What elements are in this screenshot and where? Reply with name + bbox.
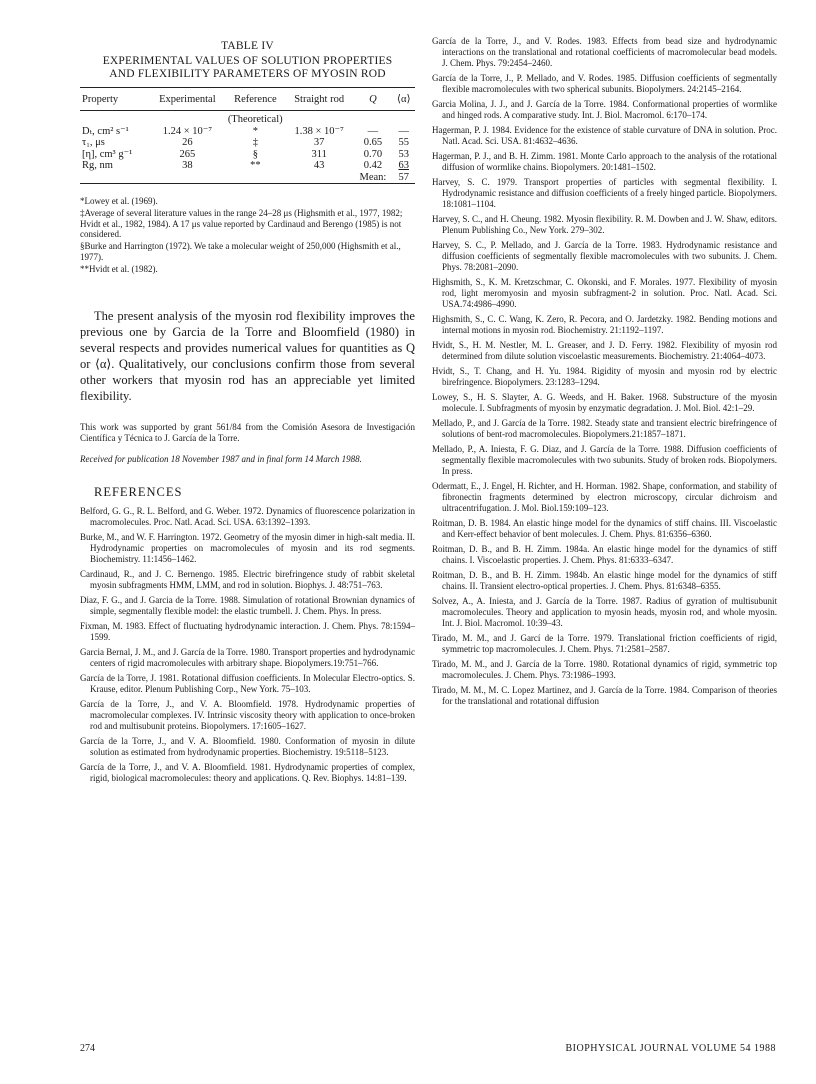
cell-alpha: 53	[398, 148, 409, 160]
cell-experimental: 1.24 × 10⁻⁷	[162, 125, 212, 137]
table-number: TABLE IV	[221, 40, 274, 52]
header-q: Q	[353, 88, 392, 111]
received-date: Received for publication 18 November 1987 and in final form 14 March 1988.	[80, 454, 362, 464]
header-experimental: Experimental	[149, 88, 226, 111]
reference-item: Tirado, M. M., M. C. Lopez Martinez, and J. García de la Torre. 1984. Comparison of theories for the translational and rotational diffusion	[432, 685, 777, 706]
reference-item: Garcia Bernal, J. M., and J. García de la Torre. 1980. Transport properties and hydrodynamic centers of rigid macromolecules with arbitrary shape. Biopolymers.19:751–766.	[80, 647, 415, 668]
theoretical-row	[80, 111, 415, 126]
header-straight-rod: Straight rod	[285, 88, 353, 111]
cell-experimental: 26	[182, 137, 193, 148]
table-caption	[80, 40, 415, 81]
cell-property: Dₜ, cm² s⁻¹	[82, 125, 129, 137]
cell-property: τ₁, μs	[82, 137, 105, 148]
footnote: *Lowey et al. (1969).	[80, 196, 158, 206]
reference-item: Fixman, M. 1983. Effect of fluctuating hydrodynamic interaction. J. Chem. Phys. 78:1594–1599.	[80, 621, 415, 642]
reference-item: García de la Torre, J., and V. A. Bloomfield. 1981. Hydrodynamic properties of complex, rigid, biological macromolecules: theory and applications. Q. Rev. Biophys. 14:81–139.	[80, 762, 415, 783]
body-paragraph: The present analysis of the myosin rod flexibility improves the previous one by Garcia de la Torre and Bloomfield (1980) in several respects and provides numerical values for quantities as Q or ⟨α⟩. Qualitatively, our conclusions confirm those from several other workers that myosin rod has an appreciable yet limited flexibility.	[80, 309, 415, 403]
cell-alpha: 63	[398, 160, 409, 171]
header-alpha: ⟨α⟩	[392, 88, 415, 111]
acknowledgement	[80, 422, 415, 444]
cell-reference: **	[250, 160, 261, 171]
reference-item: Garcia Molina, J. J., and J. García de la Torre. 1984. Conformational properties of wormlike and hinged rods. A comparative study. Int. J. Biol. Macromol. 6:170–174.	[432, 99, 777, 120]
reference-item: Hvidt, S., T. Chang, and H. Yu. 1984. Rigidity of myosin and myosin rod by electric birefringence. Biopolymers. 23:1283–1294.	[432, 366, 777, 387]
reference-item: Hagerman, P. J. 1984. Evidence for the existence of stable curvature of DNA in solution. Proc. Natl. Acad. Sci. USA. 81:4632–4636.	[432, 125, 777, 146]
cell-property: Rg, nm	[82, 160, 113, 171]
reference-item: Belford, G. G., R. L. Belford, and G. Weber. 1972. Dynamics of fluorescence polarization in macromolecules. Proc. Natl. Acad. Sci. USA. 63:1392–1393.	[80, 506, 415, 527]
cell-straight-rod: 1.38 × 10⁻⁷	[294, 125, 344, 137]
cell-property: [η], cm³ g⁻¹	[82, 148, 133, 160]
footnote: §Burke and Harrington (1972). We take a molecular weight of 250,000 (Highsmith et al., 1977).	[80, 241, 401, 262]
reference-item: García de la Torre, J., and V. Rodes. 1983. Effects from bead size and hydrodynamic interactions on the translational and rotational coefficients of macromolecular bead models. J. Chem. Phys. 79:2454–2460.	[432, 36, 777, 68]
header-reference: Reference	[226, 88, 285, 111]
table-footnotes	[80, 196, 415, 274]
reference-item: Solvez, A., A. Iniesta, and J. García de la Torre. 1987. Radius of gyration of multisubunit macromolecules. Theory and application to myosin heads, myosin rod, and whole myosin. Int. J. Biol. Macromol. 10:39–43.	[432, 596, 777, 628]
reference-item: Harvey, S. C. 1979. Transport properties of particles with segmental flexibility. I. Hydrodynamic resistance and diffusion coefficients of a freely hinged particle. Biopolymers. 18:1081–1104.	[432, 177, 777, 209]
table-row	[80, 149, 415, 161]
table-title-line-1: EXPERIMENTAL VALUES OF SOLUTION PROPERTIES	[102, 55, 393, 67]
reference-item: Tirado, M. M., and J. García de la Torre. 1980. Rotational dynamics of rigid, symmetric top macromolecules. J. Chem. Phys. 73:1986–1993.	[432, 659, 777, 680]
acknowledgement-text: This work was supported by grant 561/84 from the Comisión Asesora de Investigación Científica y Técnica to J. García de la Torre.	[80, 422, 415, 443]
table-row	[80, 160, 415, 172]
page-number: 274	[80, 1043, 95, 1054]
table-title-line-2: AND FLEXIBILITY PARAMETERS OF MYOSIN ROD	[109, 68, 386, 80]
reference-item: Harvey, S. C., P. Mellado, and J. García de la Torre. 1983. Hydrodynamic resistance and diffusion coefficients of segmentally flexible macromolecules with two subunits. J. Chem. Phys. 78:2081–2090.	[432, 240, 777, 272]
references-list-left	[80, 506, 415, 784]
table-header-row	[80, 88, 415, 111]
cell-straight-rod: 43	[313, 160, 325, 171]
mean-value: 57	[392, 172, 415, 184]
cell-alpha: —	[398, 125, 409, 137]
reference-item: García de la Torre, J., and V. A. Bloomfield. 1978. Hydrodynamic properties of macromolecular complexes. IV. Intrinsic viscosity theory with application to once-broken rod and multisubunit proteins. Biopolymers. 17:1605–1627.	[80, 699, 415, 731]
reference-item: Roitman, D. B., and B. H. Zimm. 1984a. An elastic hinge model for the dynamics of stiff chains. I. Viscoelastic properties. J. Chem. Phys. 81:6333–6347.	[432, 544, 777, 565]
footnote: ‡Average of several literature values in the range 24–28 μs (Highsmith et al., 1977, 1982; Hvidt et al., 1982, 1984). A 17 μs value reported by Cardinaud and Berengo (1985) is not considered.	[80, 208, 403, 239]
reference-item: Cardinaud, R., and J. C. Bernengo. 1985. Electric birefringence study of rabbit skeletal myosin subfragments HMM, LMM, and rod in solution. Biophys. J. 48:751–763.	[80, 569, 415, 590]
table-row	[80, 137, 415, 149]
reference-item: García de la Torre, J. 1981. Rotational diffusion coefficients. In Molecular Electro-optics. S. Krause, editor. Plenum Publishing Corp., New York. 75–103.	[80, 673, 415, 694]
journal-footer: BIOPHYSICAL JOURNAL VOLUME 54 1988	[565, 1043, 776, 1054]
reference-item: Hvidt, S., H. M. Nestler, M. L. Greaser, and J. D. Ferry. 1982. Flexibility of myosin rod determined from dilute solution viscoelastic measurements. Biochemistry. 21:4064–4073.	[432, 340, 777, 361]
footnote: **Hvidt et al. (1982).	[80, 263, 158, 274]
cell-straight-rod: 37	[313, 137, 325, 148]
reference-item: Hagerman, P. J., and B. H. Zimm. 1981. Monte Carlo approach to the analysis of the rotational diffusion of wormlike chains. Biopolymers. 20:1481–1502.	[432, 151, 777, 172]
reference-item: Mellado, P., and J. García de la Torre. 1982. Steady state and transient electric birefringence of solutions of bent-rod macromolecules. Biopolymers.21:1857–1871.	[432, 418, 777, 439]
reference-item: Burke, M., and W. F. Harrington. 1972. Geometry of the myosin dimer in high-salt media. II. Hydrodynamic properties on macromolecules of myosin and its rod segments. Biochemistry. 11:1456–1462.	[80, 532, 415, 564]
cell-reference: ‡	[252, 137, 258, 148]
cell-alpha: 55	[398, 137, 409, 148]
reference-item: Roitman, D. B., and B. H. Zimm. 1984b. An elastic hinge model for the dynamics of stiff chains. II. Transient electro-optical properties. J. Chem. Phys. 81:6348–6355.	[432, 570, 777, 591]
cell-q: —	[367, 125, 379, 137]
reference-item: Harvey, S. C., and H. Cheung. 1982. Myosin flexibility. R. M. Dowben and J. W. Shaw, editors. Plenum Publishing Co., New York. 279–302.	[432, 214, 777, 235]
reference-item: Tirado, M. M., and J. Garcí de la Torre. 1979. Translational friction coefficients of rigid, symmetric top macromolecules. J. Chem. Phys. 71:2581–2587.	[432, 633, 777, 654]
mean-label: Mean:	[353, 172, 392, 184]
theoretical-label: (Theoretical)	[227, 114, 283, 125]
reference-item: Mellado, P., A. Iniesta, F. G. Diaz, and J. García de la Torre. 1988. Diffusion coefficients of segmentally flexible macromolecules with two subunits. Study of broken rods. Biopolymers. In press.	[432, 444, 777, 476]
experimental-values-table	[80, 87, 415, 184]
references-heading: REFERENCES	[94, 485, 183, 499]
reference-item: Odermatt, E., J. Engel, H. Richter, and H. Horman. 1982. Shape, conformation, and stability of fibronectin fragments determined by electron microscopy, circular dichroism and ultracentrifugation. J. Mol. Biol.159:109–123.	[432, 481, 777, 513]
cell-q: 0.65	[363, 137, 383, 148]
cell-reference: *	[252, 125, 258, 137]
table-row	[80, 126, 415, 138]
table-mean-row	[80, 172, 415, 184]
reference-item: García de la Torre, J., P. Mellado, and V. Rodes. 1985. Diffusion coefficients of segmentally flexible macromolecules with two spherical subunits. Biopolymers. 24:2145–2164.	[432, 73, 777, 94]
cell-q: 0.70	[363, 148, 383, 160]
cell-experimental: 38	[182, 160, 193, 171]
cell-experimental: 265	[179, 148, 196, 160]
cell-q: 0.42	[363, 160, 383, 171]
reference-item: Diaz, F. G., and J. Garcia de la Torre. 1988. Simulation of rotational Brownian dynamics of simple, segmentally flexible model: the elastic trumbell. J. Chem. Phys. In press.	[80, 595, 415, 616]
right-column	[432, 36, 777, 711]
reference-item: Highsmith, S., K. M. Kretzschmar, C. Okonski, and F. Morales. 1977. Flexibility of myosin rod, light meromyosin and myosin subfragment-2 in solution. Proc. Natl. Acad. Sci. USA.74:4986–4990.	[432, 277, 777, 309]
reference-item: García de la Torre, J., and V. A. Bloomfield. 1980. Conformation of myosin in dilute solution as estimated from hydrodynamic properties. Biochemistry. 19:5118–5123.	[80, 736, 415, 757]
reference-item: Lowey, S., H. S. Slayter, A. G. Weeds, and H. Baker. 1968. Substructure of the myosin molecule. I. Subfragments of myosin by enzymatic degradation. J. Mol. Biol. 42:1–29.	[432, 392, 777, 413]
reference-item: Roitman, D. B. 1984. An elastic hinge model for the dynamics of stiff chains. III. Viscoelastic and Kerr-effect behavior of bent molecules. J. Chem. Phys. 81:6356–6360.	[432, 518, 777, 539]
header-property: Property	[80, 88, 149, 111]
cell-reference: §	[252, 148, 258, 160]
left-column	[80, 36, 415, 788]
cell-straight-rod: 311	[311, 148, 327, 160]
references-list-right	[432, 36, 777, 707]
reference-item: Highsmith, S., C. C. Wang, K. Zero, R. Pecora, and O. Jardetzky. 1982. Bending motions and internal motions in myosin rod. Biochemistry. 21:1192–1197.	[432, 314, 777, 335]
